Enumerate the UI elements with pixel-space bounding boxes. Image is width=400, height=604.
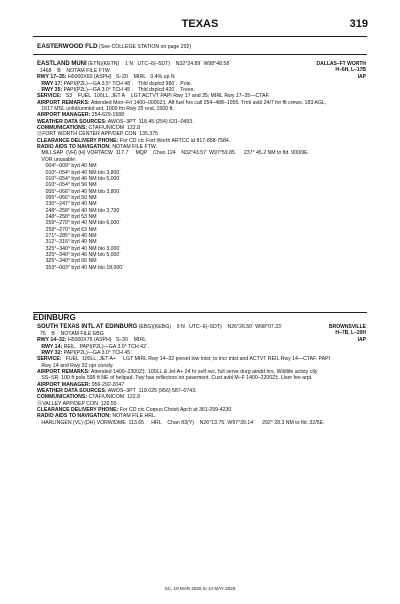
entry-line: WEATHER DATA SOURCES: AWOS–3PT 118.025 (956) 587–0743. bbox=[37, 388, 197, 395]
section-label: RADIO AIDS TO NAVIGATION: bbox=[37, 144, 111, 151]
section-label: SERVICE: bbox=[37, 93, 62, 100]
edinburg-city: EDINBURG bbox=[33, 313, 76, 322]
section-label: WEATHER DATA SOURCES: bbox=[37, 388, 107, 395]
entry-line: 004°–009° byd 40 NM bbox=[37, 163, 97, 170]
edinburg-title bbox=[37, 324, 283, 330]
state-title: TEXAS bbox=[181, 18, 219, 30]
section-label: RWY 14: bbox=[41, 343, 63, 350]
edinburg-coords: (EBG)(KEBG) 9 N UTC–6(–5DT) N26°26.50´ W98°07.33´ bbox=[138, 324, 283, 330]
page-header bbox=[0, 18, 400, 34]
entry-line: RWY 14–32: H5000X75 (ASPH) S–30 MIRL bbox=[37, 337, 147, 344]
entry-line: 010°–054° byd 46 NM blo 5,000´ bbox=[37, 175, 122, 182]
entry-line: 010°–054° byd 40 NM blo 3,800´ bbox=[37, 169, 122, 176]
entry-line: AIRPORT REMARKS: Attended Mon–Fri 1400–0000Z‡. Aft fuel hrs call 254–488–1055. Trml avbl 24/7 for flt crews. 183 AGL, bbox=[37, 99, 327, 106]
entry-line: HARLINGEN (VL) (DH) VORW/DME 113.65 HRL Chan 83(Y) N26°13.75´ W97°39.14´ 292° 28.3 NM to fld. 32/5E. bbox=[37, 419, 325, 426]
edinburg-iap: IAP bbox=[357, 336, 366, 343]
easterwood-ref: (See COLLEGE STATION on page 292) bbox=[99, 44, 192, 50]
entry-line: ⓇFORT WORTH CENTER APP/DEP CON 135.375 bbox=[37, 131, 158, 138]
entry-line: 75 B NOTAM FILE EBG bbox=[37, 331, 104, 337]
entry-line: 230°–247° byd 40 NM bbox=[37, 201, 97, 208]
entry-line: RWY 17: PAPI(P2L)—GA 3.5° TCH 48´. Thld dsplcd 980´. Pole. bbox=[41, 80, 193, 87]
edinburg-chart-info bbox=[329, 324, 366, 343]
entry-line: MILLSAP (VH) (H) VORTACW 117.7 MQP Chan 124 N32°43.57´ W97°59.85´ 237° 45.2 NM to fld. 900/9E. bbox=[37, 150, 310, 157]
entry-line: SERVICE: S3 FUEL 100LL, JET A LGT ACTVT PAPI Rwy 17 and 35; MIRL Rwy 17–35—CTAF. bbox=[37, 93, 270, 100]
entry-line: Rwy 14 and Rwy 32 opr consly. bbox=[37, 362, 114, 369]
section-label: AIRPORT REMARKS: bbox=[37, 369, 90, 376]
section-label: AIRPORT MANAGER: bbox=[37, 381, 91, 388]
entry-line: ⓇVALLEY APP/DEP CON 126.55 bbox=[37, 400, 117, 407]
eastland-chart: H–6H, L–17B bbox=[335, 67, 366, 74]
section-label: RWY 35: bbox=[41, 87, 63, 94]
section-label: RWY 17: bbox=[41, 80, 63, 87]
entry-line: 010°–054° byd 56 NM bbox=[37, 182, 97, 189]
entry-line: RADIO AIDS TO NAVIGATION: NOTAM FILE FTW. bbox=[37, 144, 157, 151]
section-label: AIRPORT REMARKS: bbox=[37, 99, 90, 106]
entry-line: 325°–340° byd 46 NM blo 5,000´ bbox=[37, 251, 122, 258]
eastland-body bbox=[37, 68, 326, 271]
entry-line: 312°–316° byd 40 NM bbox=[37, 239, 97, 246]
header-rule bbox=[33, 36, 367, 37]
entry-line: SERVICE: FUEL 100LL, JET A+ LGT MIRL Rwy 14–32 preset low intst; to incr intst and ACTVT REIL Rwy 14—CTAF. PAPI bbox=[37, 356, 330, 363]
section-label: RWY 17–35: bbox=[37, 74, 67, 81]
entry-line: 248°–258° byd 40 NM blo 3,700´ bbox=[37, 207, 122, 214]
entry-line: SS–SR. 100 ft pole 595 ft NE of helipad. Twy has reflectors on pavement. Cust avbl M–F 1400–2200Z‡. User fee arpt. bbox=[37, 375, 313, 382]
entry-line: 248°–258° byd 53 NM bbox=[37, 213, 97, 220]
section-label: WEATHER DATA SOURCES: bbox=[37, 118, 107, 125]
eastland-region: DALLAS–FT WORTH bbox=[316, 61, 366, 67]
entry-line: 055°–066° byd 50 NM bbox=[37, 194, 97, 201]
edinburg-region: BROWNSVILLE bbox=[329, 324, 366, 330]
divider-2 bbox=[33, 312, 367, 313]
section-label: COMMUNICATIONS: bbox=[37, 394, 88, 401]
divider-1 bbox=[33, 54, 367, 55]
entry-line: 325°–340° byd 66 NM bbox=[37, 258, 97, 265]
section-label: COMMUNICATIONS: bbox=[37, 125, 88, 132]
entry-line: RWY 35: PAPI(P2L)—GA 3.0° TCH 45´. Thld dsplcd 420´. Trees. bbox=[41, 87, 195, 94]
entry-line: 1617 MSL unltd/unmkd ant, 1000 fm Rwy 35 end, 1500 ft. bbox=[37, 106, 174, 113]
easterwood-name: EASTERWOOD FLD bbox=[37, 43, 98, 50]
section-label: AIRPORT MANAGER: bbox=[37, 112, 91, 119]
entry-line: VOR unusable: bbox=[37, 156, 77, 163]
entry-line: 1468 B NOTAM FILE FTW bbox=[37, 68, 110, 74]
entry-line: RWY 14: REIL. PAPI(P2L)—GA 3.0° TCH 42´. bbox=[41, 343, 150, 350]
eastland-iap: IAP bbox=[357, 73, 366, 80]
entry-line: AIRPORT MANAGER: 956-292-2047 bbox=[37, 381, 125, 388]
entry-line: CLEARANCE DELIVERY PHONE: For CD ctc Corpus Christi Apch at 361-299-4230. bbox=[37, 407, 233, 414]
entry-line: RADIO AIDS TO NAVIGATION: NOTAM FILE HRL. bbox=[37, 413, 157, 420]
easterwood-entry bbox=[37, 44, 191, 50]
edinburg-body bbox=[37, 331, 330, 426]
entry-line: WEATHER DATA SOURCES: AWOS–3PT 118.45 (254) 631–0493. bbox=[37, 118, 194, 125]
eastland-name: EASTLAND MUNI bbox=[37, 61, 87, 67]
section-label: CLEARANCE DELIVERY PHONE: bbox=[37, 137, 119, 144]
entry-line: COMMUNICATIONS: CTAF/UNICOM 122.8 bbox=[37, 394, 140, 401]
entry-line: CLEARANCE DELIVERY PHONE: For CD ctc Fort Worth ARTCC at 817-858-7584. bbox=[37, 137, 231, 144]
section-label: RWY 14–32: bbox=[37, 337, 67, 344]
entry-line: COMMUNICATIONS: CTAF/UNICOM 122.8 bbox=[37, 125, 140, 132]
entry-line: 259°–270° byd 40 NM blo 6,000´ bbox=[37, 220, 122, 227]
entry-line: 353°–003° byd 40 NM blo 18,000´ bbox=[37, 264, 124, 271]
entry-line: AIRPORT MANAGER: 254-629-1588 bbox=[37, 112, 125, 119]
page-footer: SC, 19 MAR 2026 to 14 MAY 2026 bbox=[164, 586, 236, 591]
entry-line: 271°–285° byd 40 NM bbox=[37, 232, 97, 239]
page-number: 319 bbox=[349, 18, 368, 30]
section-label: SERVICE: bbox=[37, 356, 62, 363]
entry-line: 055°–066° byd 40 NM blo 3,800´ bbox=[37, 188, 122, 195]
entry-line: 259°–270° byd 63 NM bbox=[37, 226, 97, 233]
entry-line: 325°–340° byd 40 NM blo 3,000´ bbox=[37, 245, 122, 252]
section-label: CLEARANCE DELIVERY PHONE: bbox=[37, 407, 119, 414]
edinburg-chart: H–7B, L–20H bbox=[335, 330, 366, 337]
eastland-title bbox=[37, 61, 231, 67]
entry-line: AIRPORT REMARKS: Attended 1400–2300Z‡. 100LL & Jet A+ 24 hr self svc, full serve durg atndd hrs. Wildlife actvty ctly bbox=[37, 369, 318, 376]
edinburg-name: SOUTH TEXAS INTL AT EDINBURG bbox=[37, 324, 138, 330]
entry-line: RWY 17–35: H5000X60 (ASPH) S–20 MIRL 0.4% up N bbox=[37, 74, 175, 81]
entry-line: RWY 32: PAPI(P2L)—GA 3.0° TCH 45´. bbox=[41, 350, 134, 357]
section-label: RWY 32: bbox=[41, 350, 63, 357]
eastland-coords: (ETN)(KETN) 1 N UTC–6(–5DT) N32°24.89´ W98°48.58´ bbox=[88, 61, 231, 67]
section-label: RADIO AIDS TO NAVIGATION: bbox=[37, 413, 111, 420]
